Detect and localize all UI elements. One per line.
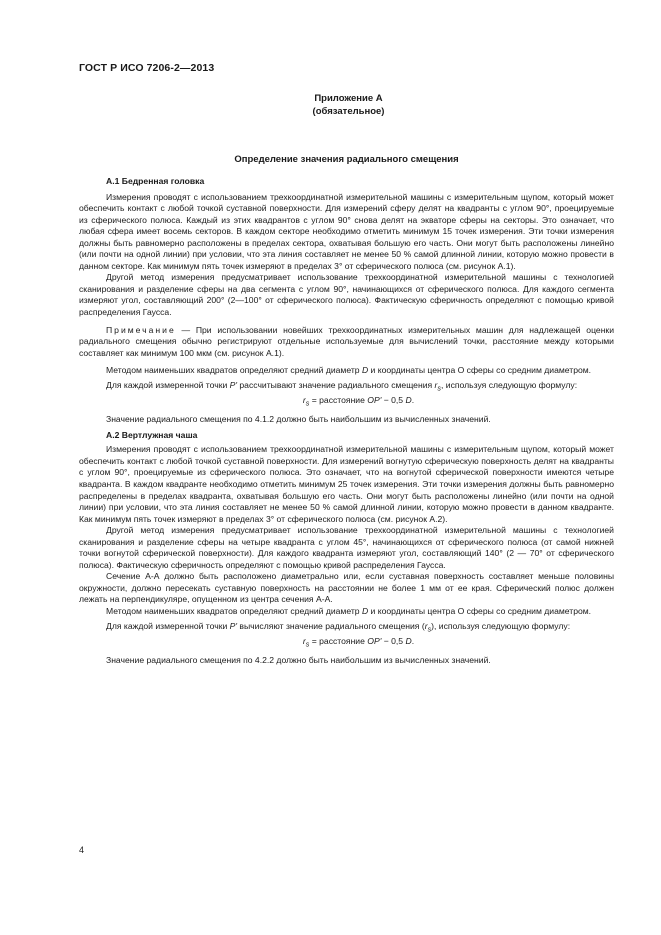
formula-op: OP': [367, 395, 382, 406]
text-run: вычисляют значение радиального смещения (: [237, 620, 425, 631]
text-run: ), используя следующую формулу:: [431, 620, 571, 631]
a1-paragraph-2: Другой метод измерения предусматривает использование трехкоординатной измерительной машины с технологией сканирования и разделение сферы на два сегмента с углом 90°, начинающихся от сферического полюса. Для каждого сегмента измеряют угол, составляющий 200° (2—100° от сферического полюса). Фактическую сферичность определяют с помощью кривой распределения Гаусса.: [79, 272, 614, 318]
text-run: Для каждой измеренной точки: [106, 379, 230, 390]
note-text: — При использовании новейших трехкоординатных измерительных машин для надлежащей оценки радиального смещения обычно регистрируют отдельные используемые для вычислений точки, расстояние между которыми составляет как минимум 100 мкм (см. рисунок А.1).: [79, 324, 614, 358]
document-body: [79, 176, 614, 667]
annex-heading: [0, 92, 661, 118]
document-id-header: ГОСТ Р ИСО 7206-2—2013: [79, 62, 215, 74]
text-run: Для каждой измеренной точки: [106, 620, 230, 631]
a2-formula: [79, 636, 614, 651]
formula-op: OP': [367, 635, 382, 646]
text-run: и координаты центра О сферы со средним диаметром.: [368, 606, 592, 617]
formula-r: r: [302, 395, 306, 406]
formula-text: − 0,5: [381, 395, 406, 406]
formula-subscript: s: [305, 640, 310, 649]
subscript-s: s: [437, 384, 441, 393]
formula-text: = расстояние: [309, 395, 368, 406]
formula-d: D: [405, 635, 412, 646]
variable-p: P': [229, 620, 238, 631]
text-run: Методом наименьших квадратов определяют средний диаметр: [106, 606, 362, 617]
section-title-text: Определение значения радиального смещения: [234, 154, 459, 165]
annex-status: (обязательное): [312, 106, 385, 117]
variable-r: r: [424, 620, 428, 631]
a2-paragraph-1: Измерения проводят с использованием трехкоординатной измерительной машины с измерительным щупом, который может обеспечить контакт с любой точкой суставной поверхности. Для измерений вогнутую сферическую поверхность делят на квадранты с углом 90°, проецируемые из сферического полюса. Это означает, что на вогнутой сферической поверхности имеются четыре квадранта. В каждом квадранте необходимо отметить минимум 25 точек измерения. Эти точки измерения должны быть равномерно распределены в пределах квадранта, охватывая большую его часть. Они могут быть расположены линейно (или почти на одной линии) при условии, что эта линия составляет не менее 50 % самой длинной линии, которую можно провести в данном квадранте. Как минимум пять точек измеряют в пределах 3° от сферического полюса (см. рисунок А.2).: [79, 444, 614, 524]
a1-formula: [79, 395, 614, 410]
text-run: рассчитывают значение радиального смещения: [237, 379, 435, 390]
formula-subscript: s: [305, 399, 310, 408]
formula-r: r: [302, 635, 306, 646]
formula-text: − 0,5: [381, 635, 406, 646]
a1-paragraph-1: Измерения проводят с использованием трехкоординатной измерительной машины с измерительным щупом, который может обеспечить контакт с любой точкой суставной поверхности. Для измерений сферу делят на квадранты с углом 90°, проецируемые из сферического полюса. Каждый из этих квадрантов с углом 90° снова делят на экваторе сферы на секторы. Это означает, что любая сфера имеет восемь секторов. В каждом секторе необходимо отметить минимум 15 точек измерения. Эти точки измерения должны быть равномерно расположены в пределах сектора, охватывая большую его часть. Они могут быть расположены линейно (или почти на одной линии) при условии, что эта линия составляет не менее 50 % самой длинной линии, которую можно провести в данном секторе. Как минимум пять точек измеряют в пределах 3° от сферического полюса (см. рисунок А.1).: [79, 191, 614, 271]
formula-text: = расстояние: [309, 635, 368, 646]
annex-title: Приложение А: [314, 93, 383, 104]
a2-paragraph-3: Сечение А-А должно быть расположено диаметрально или, если суставная поверхность составляет меньше половины окружности, должно пересекать суставную поверхность на расстоянии не более 1 мм от ее края. Сферический полюс должен лежать на перпендикуляре, опущенном из центра сечения А-А.: [79, 571, 614, 605]
variable-d: D: [361, 365, 369, 376]
a2-paragraph-6: Значение радиального смещения по 4.2.2 должно быть наибольшим из вычисленных значений.: [106, 655, 491, 666]
formula-d: D: [405, 395, 412, 406]
a2-paragraph-5: [79, 621, 614, 636]
subscript-s: s: [427, 625, 432, 634]
note-label: Примечание: [106, 324, 176, 335]
variable-p: P': [229, 379, 238, 390]
formula-text: .: [411, 395, 415, 406]
a2-paragraph-4: [79, 606, 614, 618]
formula-text: .: [411, 635, 415, 646]
a2-heading: А.2 Вертлужная чаша: [106, 429, 198, 440]
variable-r: r: [434, 379, 438, 390]
a1-paragraph-5: Значение радиального смещения по 4.1.2 должно быть наибольшим из вычисленных значений.: [106, 414, 491, 425]
a1-note: [79, 325, 614, 360]
text-run: Методом наименьших квадратов определяют средний диаметр: [106, 365, 362, 376]
section-title: [0, 154, 661, 165]
text-run: , используя следующую формулу:: [441, 379, 578, 390]
a1-paragraph-4: [79, 380, 614, 395]
a1-heading: А.1 Бедренная головка: [106, 176, 205, 186]
a2-paragraph-2: Другой метод измерения предусматривает использование трехкоординатной измерительной машины с технологией сканирования и разделение сферы на четыре квадранта с углом 45°, начинающихся от сферического полюса (от самой нижней точки вогнутой сферической поверхности). Для каждого квадранта измеряют угол, составляющий 140° (2 — 70° от сферического полюса). Фактическую сферичность определяют с помощью кривой распределения Гаусса.: [79, 525, 614, 570]
variable-d: D: [361, 606, 369, 617]
page-number: 4: [79, 845, 85, 855]
a1-paragraph-3: [79, 365, 614, 377]
text-run: и координаты центра О сферы со средним диаметром.: [368, 365, 592, 376]
